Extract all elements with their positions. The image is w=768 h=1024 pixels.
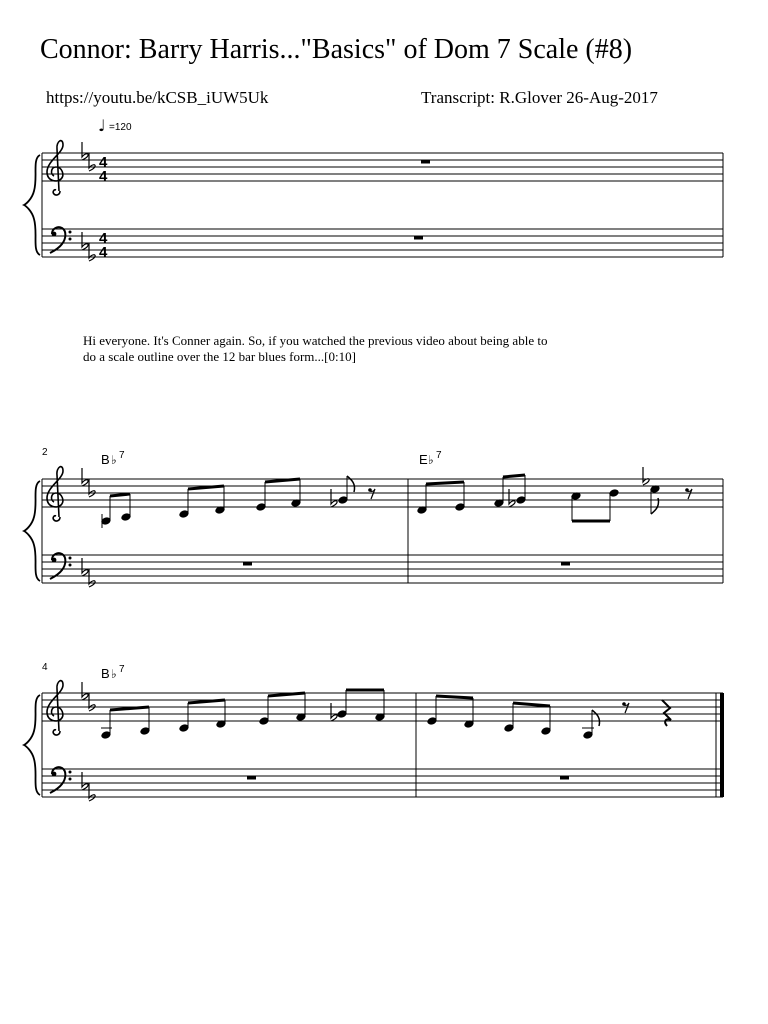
key-flat-icon xyxy=(89,479,95,497)
treble-staff xyxy=(42,479,723,507)
measure-5-notes xyxy=(426,696,671,780)
system-1 xyxy=(24,116,723,261)
measure-number: 4 xyxy=(42,662,48,673)
measure-number: 2 xyxy=(42,447,48,458)
beam xyxy=(436,696,473,698)
chord-root: B xyxy=(101,666,110,681)
score-title: Connor: Barry Harris..."Basics" of Dom 7 Scale (#8) xyxy=(40,34,633,65)
time-signature-bottom: 4 xyxy=(99,244,108,261)
eighth-rest-icon xyxy=(368,488,375,499)
key-flat-icon xyxy=(89,153,95,171)
flat-accidental-icon xyxy=(331,489,337,507)
chord-accidental: ♭ xyxy=(111,667,117,681)
time-signature-top: 4 xyxy=(99,154,108,171)
key-flat-icon xyxy=(82,142,88,160)
key-flat-icon xyxy=(82,468,88,486)
key-flat-icon xyxy=(82,558,88,576)
treble-clef-icon xyxy=(47,467,63,521)
whole-rest-icon xyxy=(247,776,256,780)
flag xyxy=(592,710,600,726)
beam xyxy=(503,475,525,477)
measure-2-notes xyxy=(100,476,375,566)
chord-symbol xyxy=(419,450,442,467)
chord-quality: 7 xyxy=(436,450,442,461)
flat-accidental-icon xyxy=(331,703,337,721)
chord-accidental: ♭ xyxy=(111,453,117,467)
beam xyxy=(188,486,224,489)
treble-clef-icon xyxy=(47,141,63,195)
brace-icon xyxy=(24,695,40,795)
whole-rest-icon xyxy=(560,776,569,780)
bass-staff xyxy=(42,229,723,257)
brace-icon xyxy=(24,481,40,581)
treble-staff xyxy=(42,153,723,181)
bass-clef-icon xyxy=(50,553,72,579)
brace-icon xyxy=(24,155,40,255)
whole-rest-icon xyxy=(421,160,430,164)
quarter-rest-icon xyxy=(662,700,671,726)
eighth-rest-icon xyxy=(685,488,692,499)
key-flat-icon xyxy=(89,243,95,261)
beam xyxy=(513,703,550,706)
bass-staff xyxy=(42,769,723,797)
key-flat-icon xyxy=(89,693,95,711)
whole-rest-icon xyxy=(243,562,252,566)
beam xyxy=(426,482,464,484)
key-flat-icon xyxy=(82,772,88,790)
key-flat-icon xyxy=(82,682,88,700)
measure-3-notes xyxy=(416,467,692,566)
time-signature-top: 4 xyxy=(99,230,108,247)
final-barline-thick xyxy=(720,693,724,797)
bass-staff xyxy=(42,555,723,583)
chord-root: B xyxy=(101,452,110,467)
chord-quality: 7 xyxy=(119,664,125,675)
quarter-note-icon: ♩ xyxy=(98,116,106,135)
chord-accidental: ♭ xyxy=(428,453,434,467)
key-flat-icon xyxy=(82,232,88,250)
chord-root: E xyxy=(419,452,428,467)
measure-4-notes xyxy=(100,690,385,780)
key-flat-icon xyxy=(89,783,95,801)
system-3 xyxy=(24,662,724,801)
eighth-rest-icon xyxy=(622,702,629,713)
bass-clef-icon xyxy=(50,767,72,793)
annotation-line-1: Hi everyone. It's Conner again. So, if you watched the previous video about being able to xyxy=(83,333,548,348)
bass-clef-icon xyxy=(50,227,72,253)
beam xyxy=(110,494,130,496)
flat-accidental-icon xyxy=(509,489,515,507)
whole-rest-icon xyxy=(561,562,570,566)
chord-symbol xyxy=(101,664,125,681)
whole-rest-icon xyxy=(414,236,423,240)
key-flat-icon xyxy=(89,569,95,587)
system-2 xyxy=(24,447,723,587)
annotation-line-2: do a scale outline over the 12 bar blues form...[0:10] xyxy=(83,349,356,364)
time-signature-bottom: 4 xyxy=(99,168,108,185)
beam xyxy=(265,479,300,482)
chord-quality: 7 xyxy=(119,450,125,461)
video-url[interactable]: https://youtu.be/kCSB_iUW5Uk xyxy=(46,88,269,107)
chord-symbol xyxy=(101,450,125,467)
transcript-credit: Transcript: R.Glover 26-Aug-2017 xyxy=(421,88,658,107)
flag xyxy=(347,476,355,492)
treble-clef-icon xyxy=(47,681,63,735)
tempo-marking: =120 xyxy=(109,122,132,133)
flat-accidental-icon xyxy=(643,467,649,485)
